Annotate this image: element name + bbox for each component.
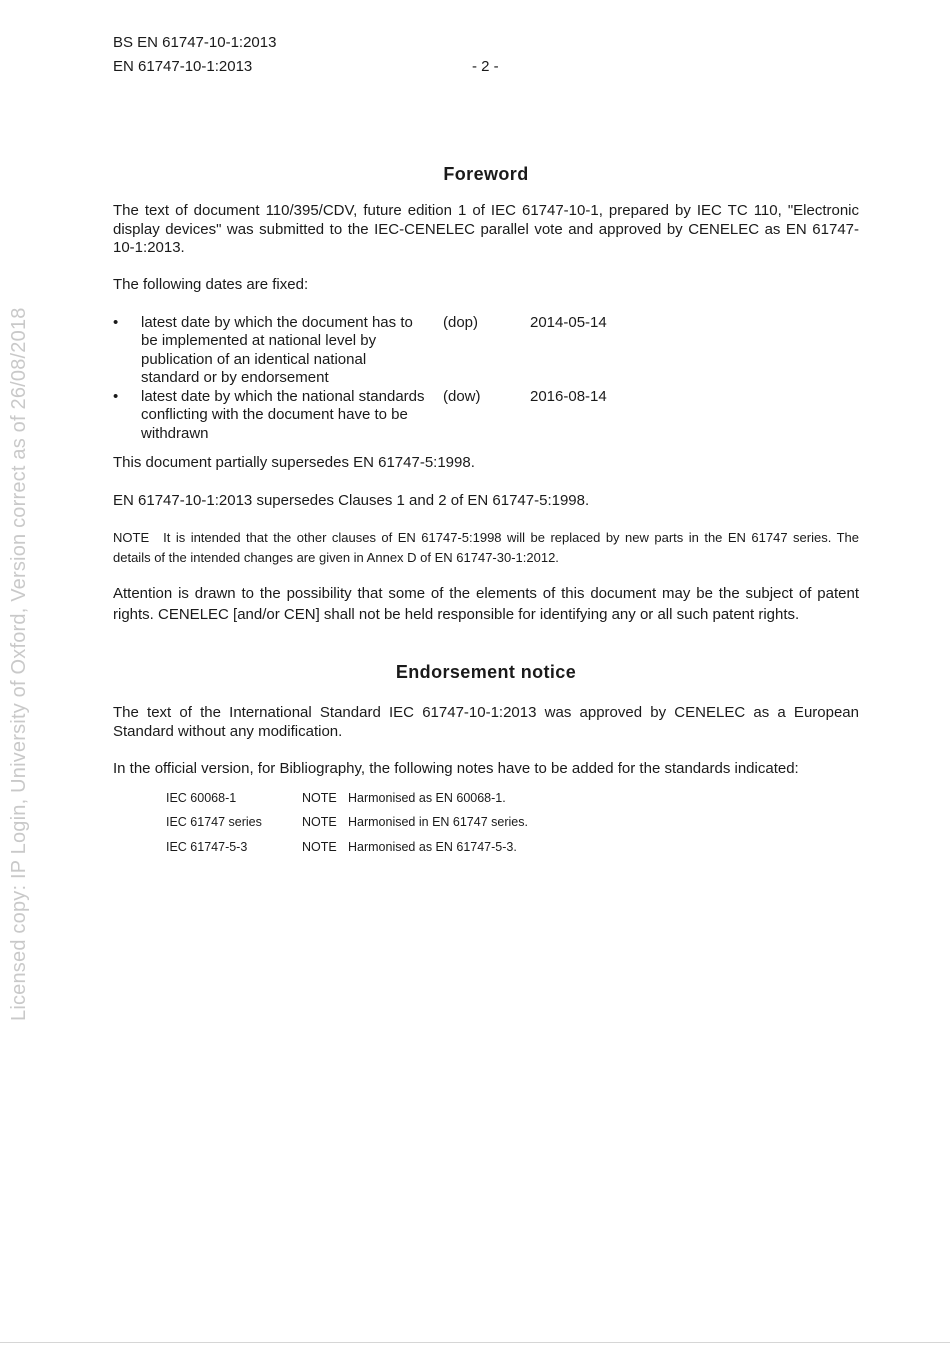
bibliography-intro: In the official version, for Bibliography, the following notes have to be added for the standards indicated: (113, 760, 799, 777)
foreword-heading: Foreword (443, 164, 529, 184)
date-value: 2016-08-14 (530, 388, 607, 405)
patent-notice: Attention is drawn to the possibility that some of the elements of this document may be the subject of patent rights. CENELEC [and/or CEN] shall not be held responsible for identifying any or all such patent rights. (113, 585, 859, 623)
dates-intro: The following dates are fixed: (113, 276, 309, 293)
foreword-intro-paragraph: The text of document 110/395/CDV, future edition 1 of IEC 61747-10-1, prepared by IEC TC 110, "Electronic display devices" was submitted to the IEC-CENELEC parallel vote and approved by CENELEC as EN 61747-10-1:2013. (113, 202, 859, 256)
bibliography-standard: IEC 61747 series (166, 815, 262, 830)
bibliography-note-label: NOTE (302, 791, 337, 805)
header-bs-number: BS EN 61747-10-1:2013 (113, 34, 277, 51)
note-text: It is intended that the other clauses of EN 61747-5:1998 will be replaced by new parts in the EN 61747 series. The details of the intended changes are given in Annex D of EN 61747-30-1:2012. (113, 530, 859, 565)
date-value: 2014-05-14 (530, 314, 607, 331)
page-number: - 2 - (472, 58, 499, 75)
bibliography-standard: IEC 60068-1 (166, 791, 237, 805)
bibliography-note-label: NOTE (302, 839, 337, 854)
date-code: (dow) (443, 388, 481, 405)
endorsement-text: The text of the International Standard IEC 61747-10-1:2013 was approved by CENELEC as a European Standard without any modification. (113, 704, 859, 740)
supersedes-clauses: EN 61747-10-1:2013 supersedes Clauses 1 and 2 of EN 61747-5:1998. (113, 492, 590, 509)
fixed-dates-list (113, 314, 673, 444)
note-label: NOTE (113, 530, 150, 545)
date-description: latest date by which the national standards conflicting with the document have to be withdrawn (141, 388, 425, 442)
license-watermark: Licensed copy: IP Login, University of Oxford, Version correct as of 26/08/2018 (8, 307, 30, 1021)
bibliography-standard: IEC 61747-5-3 (166, 839, 248, 854)
date-row-dow (113, 388, 673, 444)
foreword-note (113, 528, 859, 567)
date-code: (dop) (443, 314, 479, 331)
supersedes-partial: This document partially supersedes EN 61747-5:1998. (113, 454, 475, 471)
date-row-dop (113, 314, 673, 388)
bibliography-note-text: Harmonised in EN 61747 series. (348, 815, 528, 830)
bullet-icon: • (113, 388, 119, 405)
bullet-icon: • (113, 314, 119, 331)
bibliography-note-text: Harmonised as EN 60068-1. (348, 791, 506, 805)
bibliography-note-text: Harmonised as EN 61747-5-3. (348, 839, 517, 854)
endorsement-heading: Endorsement notice (395, 662, 577, 682)
header-en-number: EN 61747-10-1:2013 (113, 58, 253, 75)
page-divider (0, 1342, 950, 1343)
bibliography-note-label: NOTE (302, 815, 337, 830)
date-description: latest date by which the document has to be implemented at national level by publication of an identical national standard or by endorsement (141, 314, 413, 386)
